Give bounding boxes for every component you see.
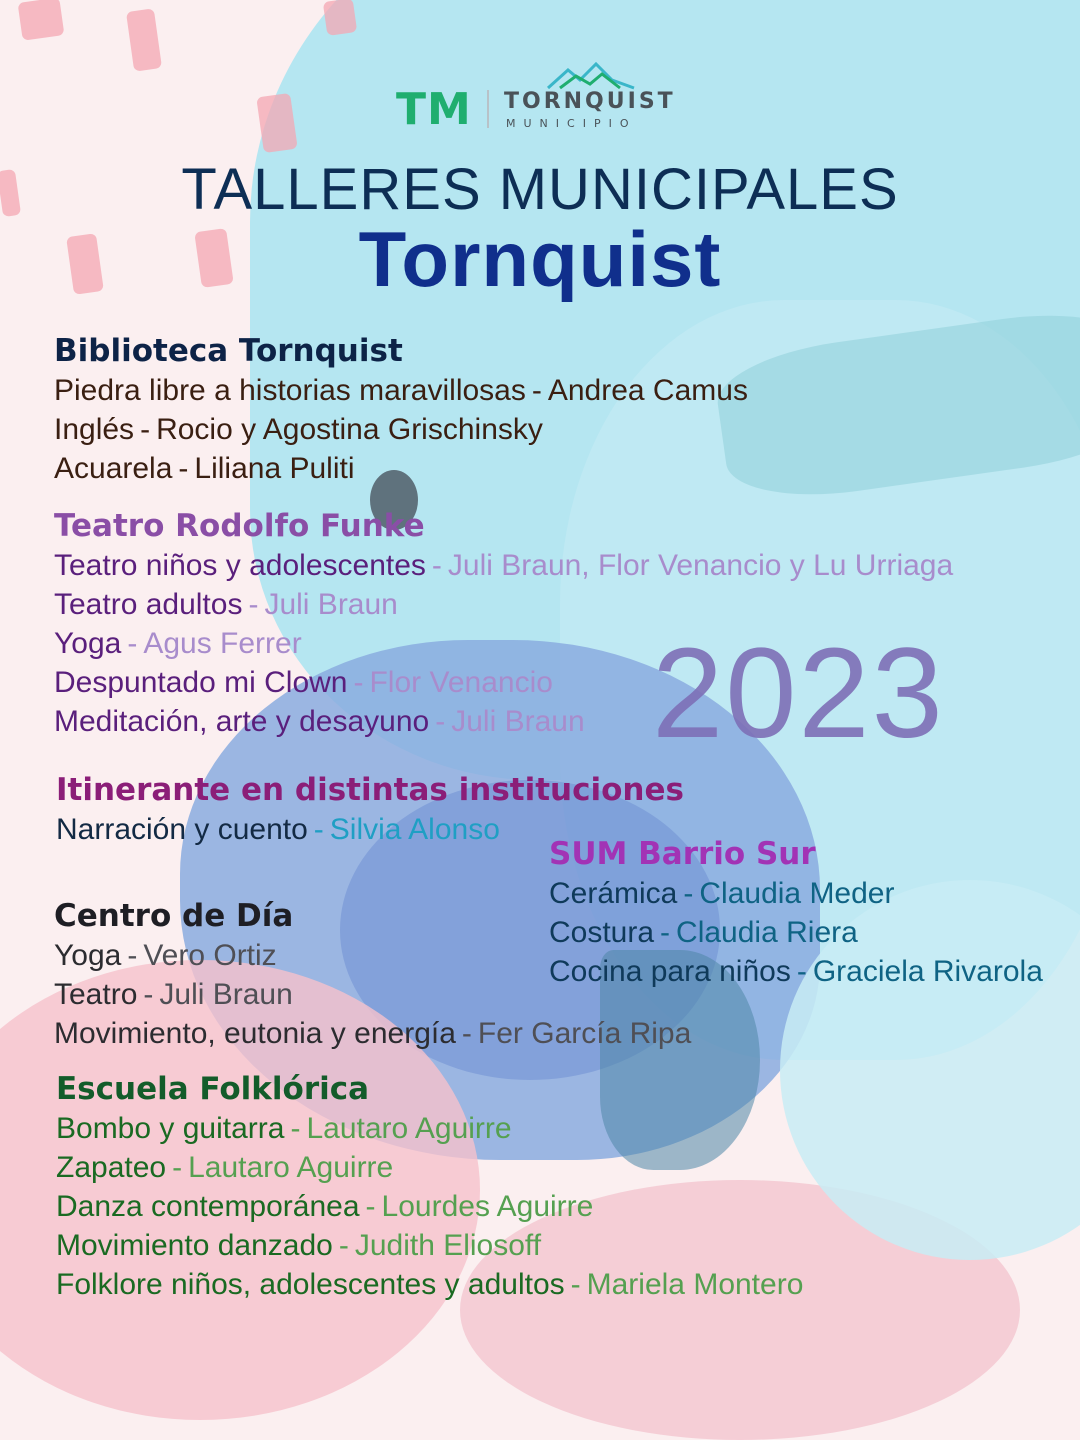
workshop-row	[54, 449, 748, 488]
workshop-row	[54, 663, 953, 702]
logo-divider	[487, 90, 489, 128]
workshop-row	[54, 410, 748, 449]
workshop-teacher: Mariela Montero	[586, 1268, 804, 1301]
separator-dash: -	[338, 1229, 349, 1262]
workshop-row	[54, 975, 691, 1014]
separator-dash: -	[431, 549, 442, 582]
workshop-activity: Folklore niños, adolescentes y adultos	[56, 1268, 565, 1301]
workshop-teacher: Vero Ortiz	[143, 939, 277, 972]
separator-dash: -	[435, 705, 446, 738]
workshop-activity: Teatro adultos	[54, 588, 243, 621]
workshop-row	[56, 1226, 803, 1265]
logo-subtitle: MUNICIPIO	[506, 117, 637, 130]
separator-dash: -	[178, 452, 189, 485]
section-title: Itinerante en distintas instituciones	[56, 772, 684, 808]
workshop-teacher: Juli Braun	[159, 978, 293, 1011]
separator-dash: -	[143, 978, 154, 1011]
workshop-activity: Teatro niños y adolescentes	[54, 549, 426, 582]
workshop-teacher: Graciela Rivarola	[812, 955, 1043, 988]
workshop-row	[56, 1265, 803, 1304]
municipio-logo	[396, 62, 696, 135]
separator-dash: -	[461, 1017, 472, 1050]
section-folklorica	[56, 1071, 803, 1304]
workshop-activity: Costura	[549, 916, 655, 949]
separator-dash: -	[531, 374, 542, 407]
workshop-activity: Yoga	[54, 627, 122, 660]
workshop-activity: Yoga	[54, 939, 122, 972]
section-title: SUM Barrio Sur	[549, 836, 816, 872]
workshop-row	[54, 546, 953, 585]
workshop-row	[54, 1014, 691, 1053]
section-biblioteca	[54, 333, 748, 488]
workshop-activity: Cocina para niños	[549, 955, 791, 988]
workshop-teacher: Juli Braun	[451, 705, 585, 738]
bg-pink-dash	[323, 0, 357, 36]
workshop-activity: Zapateo	[56, 1151, 167, 1184]
separator-dash: -	[660, 916, 671, 949]
workshop-row	[56, 1148, 803, 1187]
workshop-activity: Meditación, arte y desayuno	[54, 705, 430, 738]
workshop-teacher: Agus Ferrer	[143, 627, 302, 660]
section-title: Teatro Rodolfo Funke	[54, 508, 425, 544]
separator-dash: -	[683, 877, 694, 910]
separator-dash: -	[127, 939, 138, 972]
year-label: 2023	[652, 622, 945, 765]
workshop-teacher: Juli Braun	[264, 588, 398, 621]
section-title: Centro de Día	[54, 898, 294, 934]
workshop-teacher: Liliana Puliti	[194, 452, 355, 485]
separator-dash: -	[140, 413, 151, 446]
workshop-teacher: Rocio y Agostina Grischinsky	[156, 413, 543, 446]
workshop-teacher: Fer García Ripa	[477, 1017, 692, 1050]
mountains-icon	[546, 62, 636, 90]
workshop-teacher: Juli Braun, Flor Venancio y Lu Urriaga	[447, 549, 954, 582]
workshop-row	[56, 1187, 803, 1226]
workshop-teacher: Lautaro Aguirre	[188, 1151, 394, 1184]
workshop-teacher: Lautaro Aguirre	[306, 1112, 512, 1145]
workshop-teacher: Claudia Meder	[699, 877, 895, 910]
separator-dash: -	[365, 1190, 376, 1223]
workshop-activity: Movimiento, eutonia y energía	[54, 1017, 456, 1050]
section-teatro	[54, 508, 953, 741]
page-subtitle: Tornquist	[358, 215, 722, 303]
separator-dash: -	[248, 588, 259, 621]
workshop-activity: Movimiento danzado	[56, 1229, 333, 1262]
section-title: Escuela Folklórica	[56, 1071, 370, 1107]
workshop-activity: Inglés	[54, 413, 135, 446]
workshop-teacher: Flor Venancio	[369, 666, 553, 699]
separator-dash: -	[353, 666, 364, 699]
workshop-activity: Narración y cuento	[56, 813, 308, 846]
workshop-row	[54, 936, 691, 975]
separator-dash: -	[172, 1151, 183, 1184]
logo-name: TORNQUIST	[504, 89, 676, 114]
separator-dash: -	[796, 955, 807, 988]
workshop-activity: Piedra libre a historias maravillosas	[54, 374, 526, 407]
section-centro	[54, 898, 691, 1053]
separator-dash: -	[290, 1112, 301, 1145]
workshop-teacher: Lourdes Aguirre	[381, 1190, 594, 1223]
bg-pink-dash	[126, 8, 162, 71]
workshop-activity: Teatro	[54, 978, 138, 1011]
logo-initials: TM	[396, 84, 472, 135]
workshop-activity: Cerámica	[549, 877, 678, 910]
separator-dash: -	[127, 627, 138, 660]
workshop-row	[54, 585, 953, 624]
separator-dash: -	[570, 1268, 581, 1301]
workshop-teacher: Andrea Camus	[547, 374, 748, 407]
workshop-activity: Danza contemporánea	[56, 1190, 360, 1223]
workshop-teacher: Silvia Alonso	[329, 813, 500, 846]
workshop-activity: Bombo y guitarra	[56, 1112, 285, 1145]
workshop-row	[54, 702, 953, 741]
workshop-row	[56, 1109, 803, 1148]
workshop-activity: Despuntado mi Clown	[54, 666, 348, 699]
workshop-teacher: Judith Eliosoff	[354, 1229, 542, 1262]
section-title: Biblioteca Tornquist	[54, 333, 403, 369]
workshop-row	[54, 371, 748, 410]
bg-pink-dash	[18, 0, 65, 41]
workshop-row	[54, 624, 953, 663]
workshop-activity: Acuarela	[54, 452, 173, 485]
workshop-teacher: Claudia Riera	[676, 916, 858, 949]
separator-dash: -	[313, 813, 324, 846]
page-title: TALLERES MUNICIPALES	[181, 157, 899, 222]
